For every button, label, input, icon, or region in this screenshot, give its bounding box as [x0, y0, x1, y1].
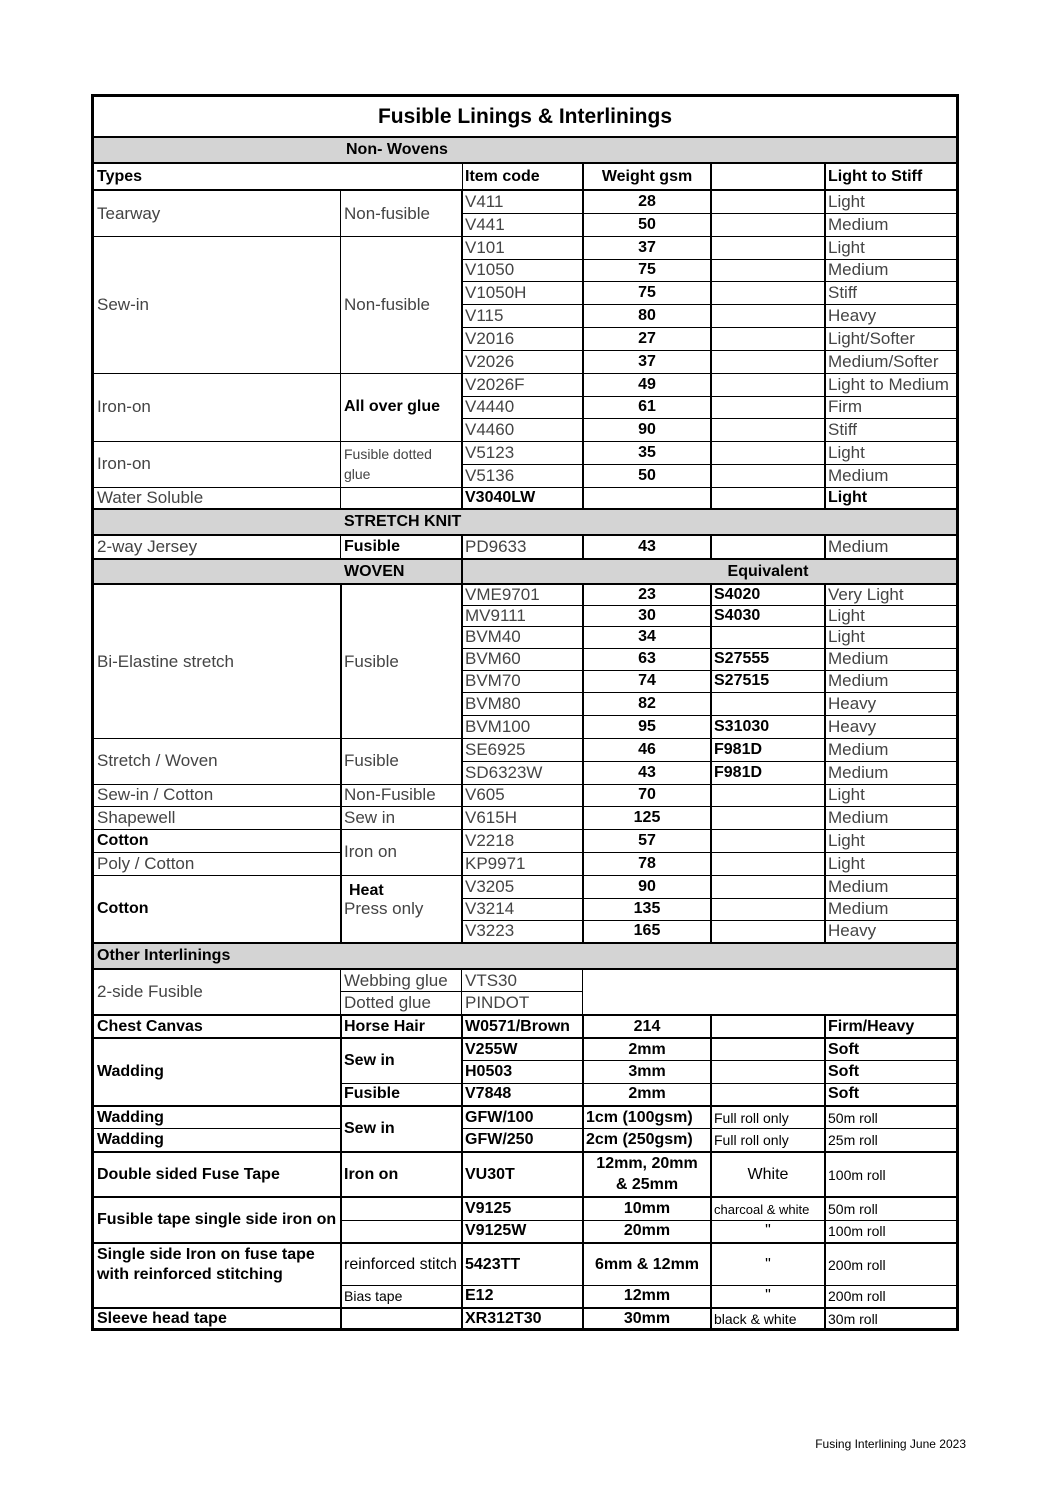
- grade-cell: Soft: [828, 1040, 860, 1058]
- item-code-cell: V5136: [465, 465, 515, 485]
- grade-cell: Medium: [828, 214, 889, 234]
- equivalent-cell: [711, 536, 825, 558]
- item-code-cell: PD9633: [465, 537, 527, 556]
- grade-cell: Soft: [828, 1085, 860, 1102]
- type-cell: Poly / Cotton: [97, 853, 195, 873]
- item-code-cell: GFW/250: [465, 1130, 534, 1148]
- weight-cell: 43: [638, 763, 656, 781]
- grid-line: [341, 1083, 462, 1084]
- item-code-cell: V115: [465, 305, 504, 325]
- type-cell: Water Soluble: [97, 487, 204, 507]
- weight-cell: 214: [633, 1017, 661, 1035]
- grade-cell: Medium: [828, 260, 889, 279]
- grade-cell: 30m roll: [828, 1310, 878, 1327]
- method-cell: Sew in: [344, 807, 396, 827]
- equivalent-cell: S4030: [714, 606, 761, 624]
- grade-cell: Medium: [828, 876, 889, 896]
- weight-cell: 12mm: [623, 1287, 671, 1304]
- weight-cell: 90: [638, 877, 656, 895]
- item-code-cell: XR312T30: [465, 1309, 542, 1327]
- method-cell: Non-fusible: [344, 203, 430, 223]
- item-code-cell: H0503: [465, 1062, 513, 1080]
- item-code-cell: E12: [465, 1287, 494, 1304]
- item-code-cell: V5123: [465, 442, 515, 462]
- item-code-cell: VU30T: [465, 1165, 515, 1183]
- equivalent-cell: S31030: [714, 717, 770, 735]
- equivalent-cell: [711, 236, 825, 259]
- method-cell: Fusible: [344, 751, 399, 770]
- weight-cell: 34: [638, 628, 656, 645]
- equivalent-cell: F981D: [714, 763, 763, 781]
- item-code-cell: V605: [465, 785, 505, 804]
- item-code-cell: V615H: [465, 807, 517, 827]
- equivalent-cell: S4020: [714, 586, 761, 603]
- equivalent-cell: [711, 464, 825, 487]
- item-code-cell: V411: [465, 192, 504, 211]
- grid-line: [582, 164, 584, 189]
- type-cell: Sew-in / Cotton: [97, 785, 214, 804]
- weight-cell: 90: [638, 420, 656, 438]
- equivalent-cell: [711, 441, 825, 464]
- method-cell-press-only: Press only: [344, 899, 424, 918]
- item-code-cell: PINDOT: [465, 993, 530, 1012]
- weight-cell: 63: [638, 650, 656, 667]
- weight-cell: 30: [638, 606, 656, 624]
- grid-line: [340, 1014, 342, 1328]
- weight-cell: 6mm & 12mm: [594, 1255, 700, 1273]
- method-cell: Fusible dotted glue: [344, 446, 432, 482]
- equivalent-cell: black & white: [714, 1310, 797, 1327]
- header-item-code: Item code: [465, 167, 540, 185]
- grade-cell: Medium: [828, 899, 889, 918]
- grade-cell: Very Light: [828, 585, 904, 604]
- grade-cell: Light: [828, 605, 865, 625]
- weight-cell: 10mm: [623, 1200, 671, 1217]
- type-cell: [94, 1244, 341, 1285]
- type-cell: Iron-on: [97, 397, 151, 416]
- grid-line: [462, 164, 463, 189]
- grade-cell: Medium: [828, 649, 889, 668]
- grade-cell: Light to Medium: [828, 374, 949, 394]
- weight-cell: 75: [638, 261, 656, 278]
- item-code-cell: BVM60: [465, 649, 521, 668]
- grid-line: [341, 806, 462, 807]
- equivalent-cell: [711, 852, 825, 875]
- type-cell: Bi-Elastine stretch: [97, 651, 234, 671]
- weight-cell: 37: [638, 352, 656, 370]
- item-code-cell: V3214: [465, 899, 515, 918]
- footer-note: Fusing Interlining June 2023: [815, 1437, 966, 1451]
- method-cell: Sew in: [344, 1120, 395, 1137]
- grade-cell: Light: [828, 853, 865, 873]
- weight-cell: 135: [633, 900, 661, 917]
- type-cell: Shapewell: [97, 807, 176, 827]
- grid-line: [461, 560, 463, 583]
- grid-line: [340, 583, 342, 942]
- weight-cell: 75: [638, 283, 656, 301]
- item-code-cell: SE6925: [465, 739, 526, 759]
- section-title-equivalent: Equivalent: [727, 562, 809, 580]
- grade-cell: Heavy: [828, 305, 877, 325]
- grade-cell: Light/Softer: [828, 328, 915, 348]
- item-code-cell: V2218: [465, 830, 515, 850]
- type-cell: Cotton: [97, 899, 149, 917]
- weight-cell: 74: [638, 672, 656, 689]
- item-code-cell: BVM40: [465, 627, 521, 646]
- grid-line: [824, 189, 826, 508]
- equivalent-cell: [711, 898, 825, 920]
- method-cell: Fusible: [344, 651, 399, 671]
- equivalent-cell: [711, 259, 825, 281]
- item-code-cell: 5423TT: [465, 1255, 521, 1273]
- method-cell: Non-Fusible: [344, 785, 436, 804]
- grid-line: [582, 583, 584, 942]
- type-cell: Cotton: [97, 831, 149, 849]
- grade-cell: Medium: [828, 537, 889, 556]
- grade-cell: Light: [828, 442, 865, 462]
- equivalent-cell: [711, 692, 825, 715]
- equivalent-cell: [711, 626, 825, 648]
- equivalent-cell: [711, 784, 825, 806]
- weight-cell: 30mm: [623, 1309, 671, 1327]
- grade-cell: Medium: [828, 739, 889, 759]
- grid-line: [461, 968, 462, 1014]
- grade-cell: Light: [828, 785, 865, 804]
- grid-line: [341, 991, 583, 992]
- weight-cell: & 25mm: [615, 1176, 679, 1193]
- equivalent-cell: ": [765, 1255, 771, 1273]
- type-cell: Fusible tape single side iron on: [97, 1211, 337, 1228]
- equivalent-cell: F981D: [714, 740, 763, 758]
- grade-cell: Firm: [828, 397, 862, 416]
- type-cell: Wadding: [97, 1108, 164, 1126]
- header-light-to-stiff: Light to Stiff: [828, 167, 923, 185]
- item-code-cell: VME9701: [465, 585, 540, 604]
- method-cell: [341, 487, 462, 508]
- type-cell: Stretch / Woven: [97, 751, 218, 770]
- weight-cell: 28: [638, 193, 656, 210]
- item-code-cell: SD6323W: [465, 762, 543, 782]
- grade-cell: Medium/Softer: [828, 351, 939, 371]
- grid-line: [824, 583, 826, 942]
- equivalent-cell: Full roll only: [714, 1131, 789, 1148]
- item-code-cell: V101: [465, 237, 505, 257]
- grade-cell: Medium: [828, 465, 889, 485]
- grade-cell: Heavy: [828, 716, 877, 736]
- grid-line: [710, 1014, 712, 1328]
- weight-cell: 27: [638, 329, 656, 347]
- type-cell: Chest Canvas: [97, 1017, 203, 1035]
- weight-cell: 2mm: [628, 1040, 666, 1058]
- method-cell: Non-fusible: [344, 294, 430, 314]
- equivalent-cell: S27555: [714, 650, 770, 667]
- section-title-other: Other Interlinings: [97, 947, 231, 964]
- method-cell: Iron on: [344, 1165, 399, 1183]
- equivalent-cell: [711, 327, 825, 350]
- method-cell: Dotted glue: [344, 993, 431, 1012]
- type-line-2: with reinforced stitching: [97, 1265, 283, 1283]
- grid-line: [824, 1014, 826, 1328]
- item-code-cell: V4440: [465, 397, 515, 416]
- equivalent-cell: [711, 920, 825, 942]
- grade-cell: Medium: [828, 671, 889, 690]
- equivalent-cell: [711, 191, 825, 213]
- weight-cell: 20mm: [623, 1222, 671, 1239]
- grade-cell: Light: [828, 237, 865, 257]
- weight-cell: 61: [638, 398, 656, 415]
- item-code-cell: V3040LW: [465, 488, 536, 506]
- grid-line: [341, 738, 462, 739]
- equivalent-cell: [711, 350, 825, 373]
- method-cell-heat: Heat: [349, 882, 384, 899]
- grade-cell: Heavy: [828, 921, 877, 940]
- weight-cell: 125: [633, 808, 661, 826]
- item-code-cell: V2026F: [465, 374, 525, 394]
- grid-line: [461, 189, 463, 508]
- page-title: Fusible Linings & Interlinings: [377, 105, 672, 128]
- grid-line: [341, 784, 462, 785]
- weight-cell: 35: [638, 443, 656, 461]
- equivalent-cell: [711, 418, 825, 441]
- weight-cell: 82: [638, 694, 656, 712]
- item-code-cell: V2016: [465, 328, 515, 348]
- item-code-cell: V1050: [465, 260, 515, 279]
- grade-cell: 100m roll: [828, 1223, 886, 1239]
- grid-line: [461, 534, 463, 558]
- weight-cell: 70: [638, 786, 656, 803]
- type-cell: Sew-in: [97, 294, 149, 314]
- method-cell: Iron on: [344, 842, 397, 861]
- weight-cell: 50: [638, 215, 656, 233]
- item-code-cell: GFW/100: [465, 1108, 534, 1126]
- equivalent-cell: [711, 281, 825, 304]
- weight-cell: 43: [638, 538, 656, 555]
- item-code-cell: V3223: [465, 921, 515, 940]
- weight-cell: 165: [633, 922, 661, 939]
- grade-cell: Stiff: [828, 282, 857, 302]
- equivalent-cell: [711, 304, 825, 327]
- interlining-table: [91, 94, 959, 1331]
- weight-cell: 12mm, 20mm: [596, 1154, 698, 1172]
- equivalent-cell: [711, 373, 825, 396]
- item-code-cell: BVM100: [465, 716, 531, 736]
- equivalent-cell: ": [765, 1222, 771, 1239]
- grade-cell: 25m roll: [828, 1131, 878, 1148]
- grid-line: [461, 1014, 463, 1328]
- grid-line: [710, 189, 712, 508]
- grade-cell: 100m roll: [828, 1166, 886, 1183]
- grid-line: [710, 583, 712, 942]
- item-code-cell: MV9111: [465, 605, 526, 625]
- grade-cell: Stiff: [828, 419, 857, 439]
- equivalent-cell: [711, 806, 825, 829]
- weight-cell: 80: [638, 306, 656, 324]
- weight-cell: 95: [638, 717, 656, 735]
- equivalent-cell: [711, 829, 825, 852]
- grid-line: [582, 1014, 584, 1328]
- method-cell: Fusible: [344, 1085, 401, 1102]
- grid-line: [461, 583, 463, 942]
- header-types: Types: [97, 167, 143, 185]
- method-cell: Bias tape: [344, 1288, 403, 1304]
- item-code-cell: W0571/Brown: [465, 1017, 570, 1035]
- item-code-cell: VTS30: [465, 971, 517, 990]
- equivalent-cell: [711, 875, 825, 898]
- method-cell: Sew in: [344, 1052, 395, 1069]
- header-weight: Weight gsm: [601, 167, 693, 185]
- grid-line: [340, 968, 341, 1014]
- weight-cell: 37: [638, 238, 656, 256]
- weight-cell: 49: [638, 375, 656, 393]
- item-code-cell: V255W: [465, 1040, 518, 1058]
- section-title-nonwovens: Non- Wovens: [346, 141, 448, 158]
- item-code-cell: V2026: [465, 351, 515, 371]
- type-cell: Sleeve head tape: [97, 1309, 227, 1327]
- type-cell: Tearway: [97, 203, 161, 223]
- grid-line: [710, 534, 712, 558]
- item-code-cell: V9125: [465, 1200, 512, 1217]
- grade-cell: 50m roll: [828, 1201, 878, 1217]
- weight-cell: 50: [638, 466, 656, 484]
- equivalent-cell: White: [747, 1165, 789, 1183]
- item-code-cell: KP9971: [465, 853, 526, 873]
- method-cell: Horse Hair: [344, 1017, 425, 1035]
- section-title-stretch-knit: STRETCH KNIT: [344, 513, 462, 530]
- grid-line: [582, 968, 583, 1014]
- item-code-cell: V9125W: [465, 1222, 527, 1239]
- item-code-cell: BVM70: [465, 671, 521, 690]
- grade-cell: Light: [828, 488, 868, 506]
- weight-cell: 2cm (250gsm): [586, 1130, 693, 1148]
- equivalent-cell: [711, 1016, 825, 1037]
- equivalent-cell: [711, 396, 825, 418]
- grade-cell: Soft: [828, 1062, 860, 1080]
- method-cell: Fusible: [344, 538, 401, 555]
- item-code-cell: V3205: [465, 876, 515, 896]
- section-title-woven: WOVEN: [344, 562, 405, 580]
- grid-line: [341, 875, 462, 876]
- type-cell: Wadding: [97, 1130, 164, 1148]
- type-cell: 2-side Fusible: [97, 982, 203, 1001]
- item-code-cell: BVM80: [465, 693, 521, 713]
- item-code-cell: V7848: [465, 1085, 512, 1102]
- grade-cell: Light: [828, 192, 865, 211]
- equivalent-cell: [711, 487, 825, 508]
- type-cell: Iron-on: [97, 454, 151, 473]
- grade-cell: Medium: [828, 807, 889, 827]
- item-code-cell: V1050H: [465, 282, 527, 302]
- method-cell: All over glue: [344, 398, 441, 415]
- weight-cell: 3mm: [628, 1062, 666, 1080]
- grade-cell: 50m roll: [828, 1109, 878, 1126]
- grid-line: [340, 189, 341, 508]
- section-band-equivalent: [463, 560, 956, 583]
- grade-cell: Light: [828, 830, 865, 850]
- grade-cell: 200m roll: [828, 1288, 886, 1304]
- grade-cell: Firm/Heavy: [828, 1017, 915, 1035]
- grade-cell: Light: [828, 627, 865, 646]
- method-cell: reinforced stitch: [344, 1255, 457, 1273]
- grade-cell: 200m roll: [828, 1256, 886, 1273]
- weight-cell: 2mm: [628, 1085, 666, 1102]
- type-cell: Double sided Fuse Tape: [97, 1165, 280, 1183]
- grid-line: [582, 189, 584, 508]
- grade-cell: Heavy: [828, 693, 877, 713]
- equivalent-cell: charcoal & white: [714, 1201, 810, 1217]
- item-code-cell: V441: [465, 214, 505, 234]
- type-cell: Wadding: [97, 1063, 164, 1080]
- weight-cell: 46: [638, 740, 656, 758]
- weight-cell: [583, 487, 711, 508]
- method-cell: Webbing glue: [344, 971, 448, 990]
- equivalent-cell: Full roll only: [714, 1109, 789, 1126]
- weight-cell: 23: [638, 586, 656, 603]
- grid-line: [340, 534, 341, 558]
- grid-line: [824, 534, 826, 558]
- weight-cell: 78: [638, 854, 656, 872]
- weight-cell: 57: [638, 831, 656, 849]
- grid-line: [710, 164, 712, 189]
- weight-cell: 1cm (100gsm): [586, 1108, 693, 1126]
- equivalent-cell: [711, 213, 825, 236]
- type-cell: 2-way Jersey: [97, 537, 198, 556]
- item-code-cell: V4460: [465, 419, 515, 439]
- equivalent-cell: S27515: [714, 672, 770, 689]
- equivalent-cell: ": [765, 1287, 771, 1304]
- grid-line: [582, 534, 584, 558]
- grid-line: [824, 164, 826, 189]
- method-cell: [341, 1309, 462, 1328]
- grade-cell: Medium: [828, 762, 889, 782]
- type-line-1: Single side Iron on fuse tape: [97, 1245, 315, 1263]
